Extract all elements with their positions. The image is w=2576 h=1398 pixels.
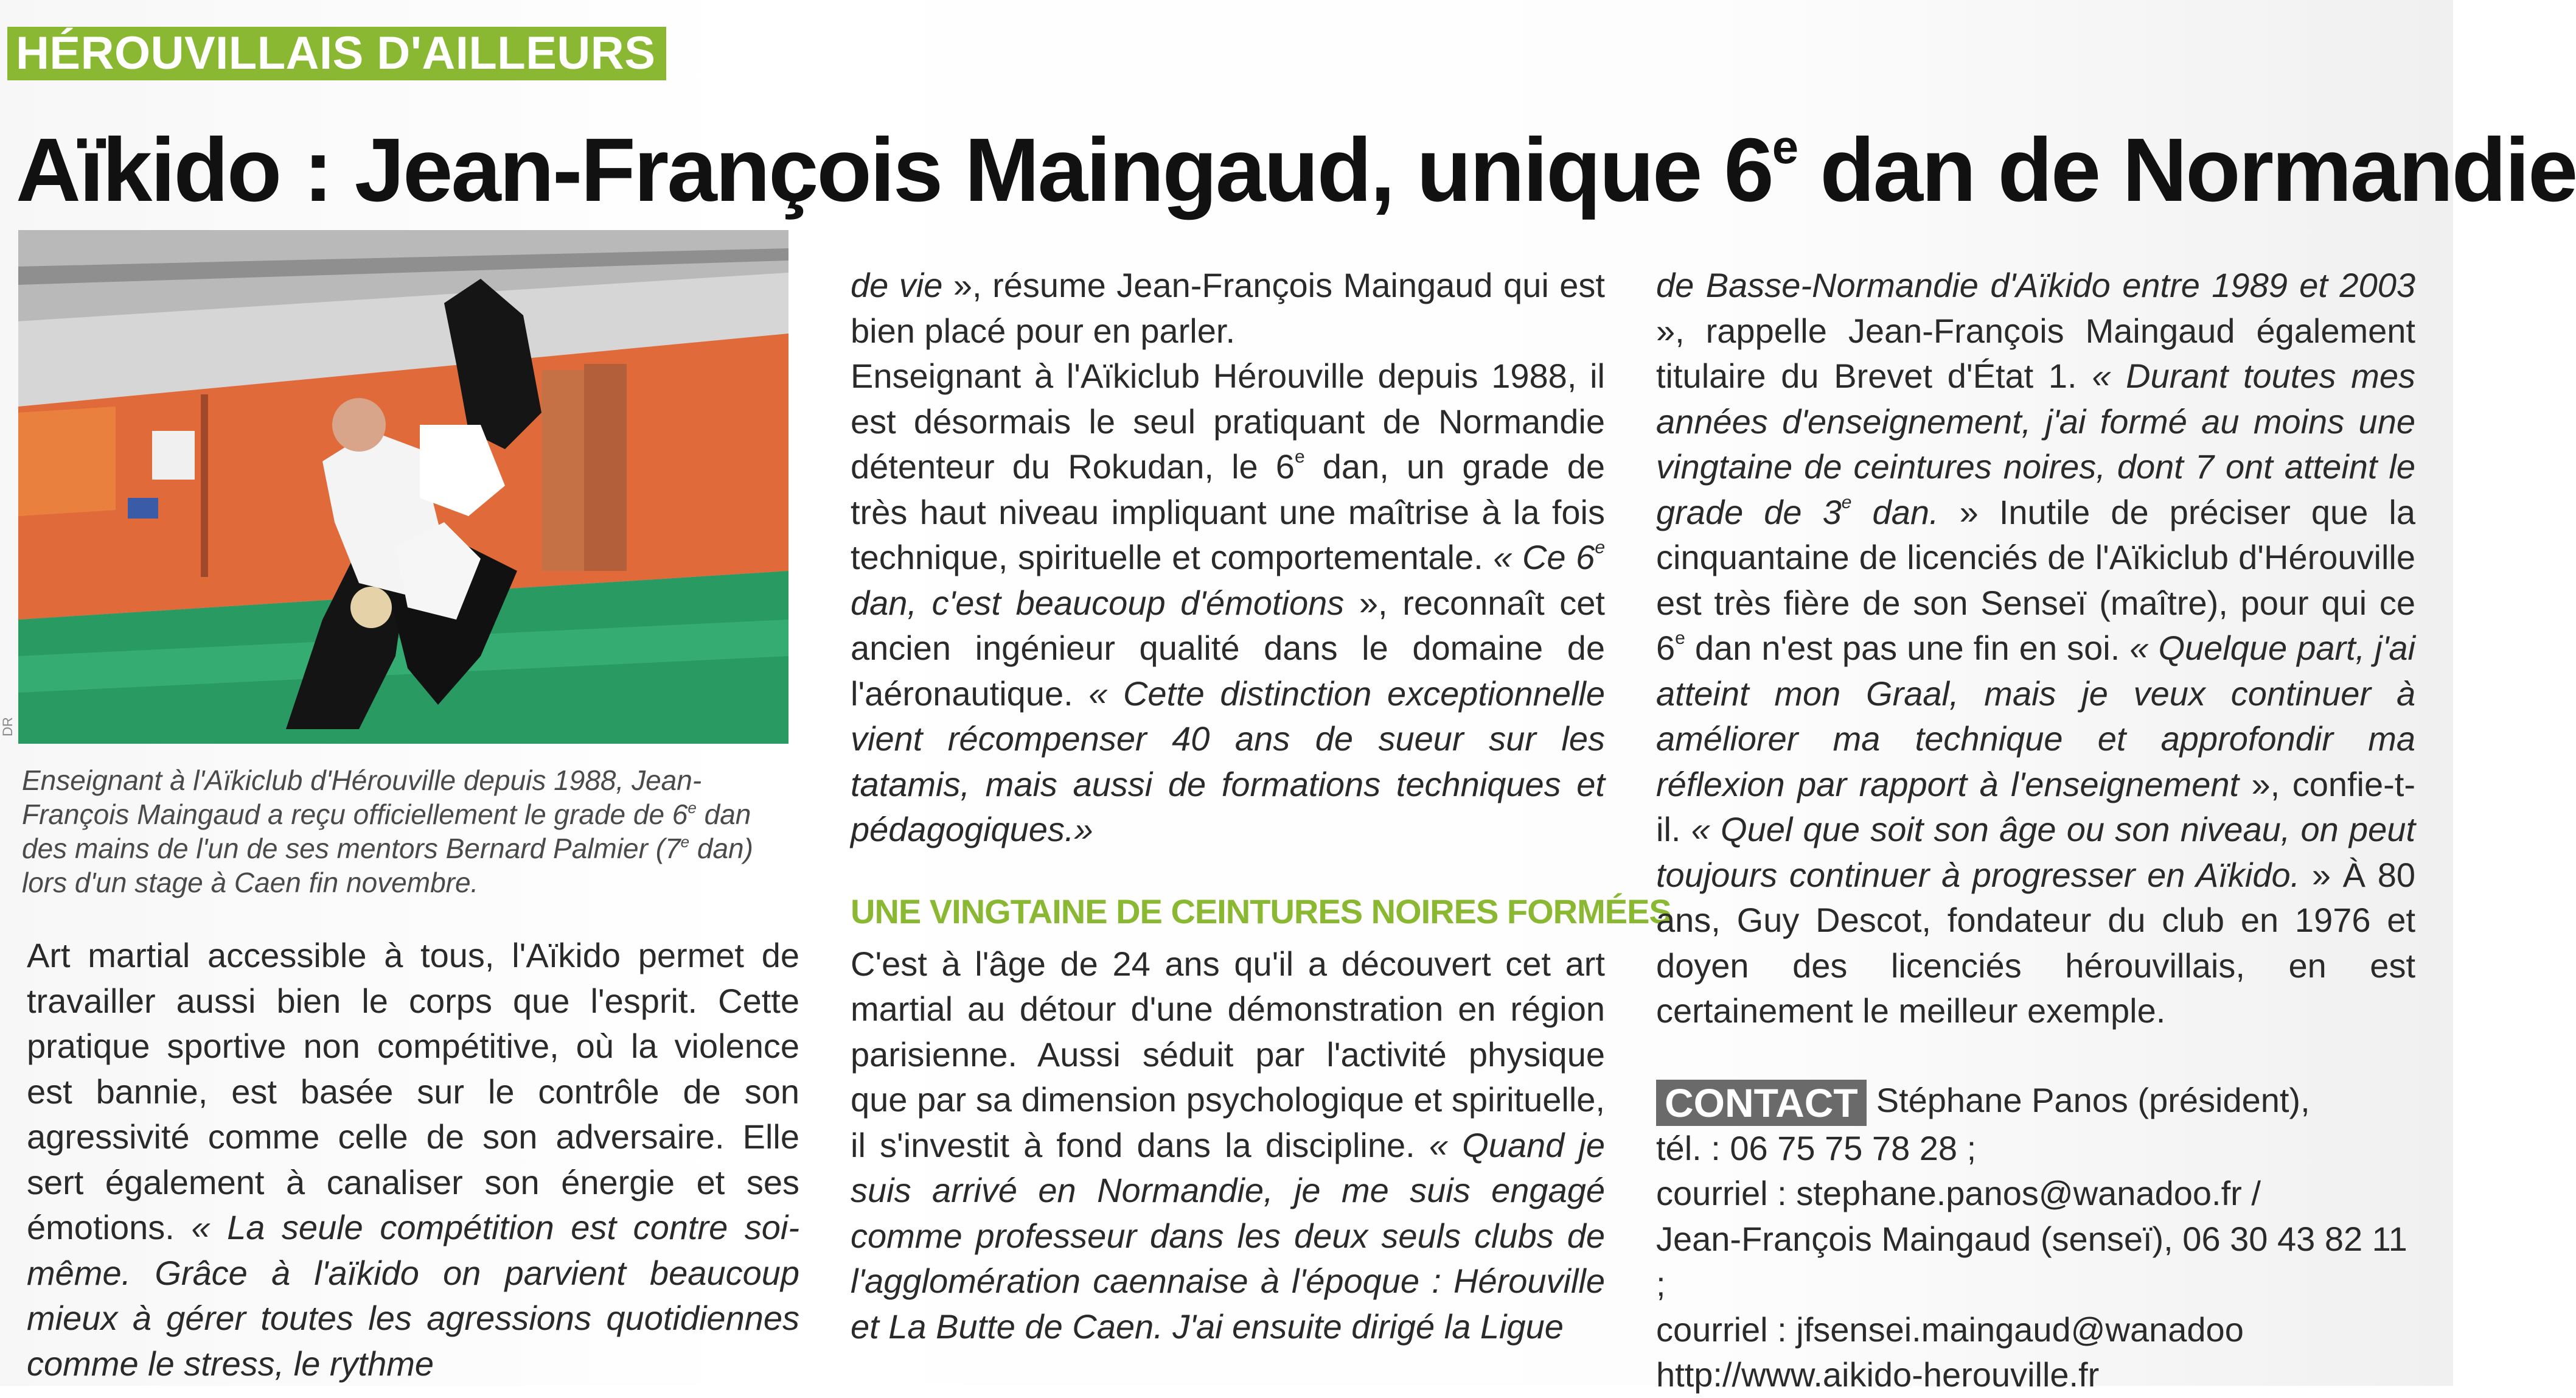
graal-quote: « Quelque part, j'ai atteint mon Graal, mais je veux continuer à améliorer ma technique et approfondir ma réflexion par rapport à l'enseignement — [1656, 629, 2415, 803]
ligue-text: », rappelle Jean-François Maingaud également titulaire du Brevet d'État 1. — [1656, 311, 2415, 395]
students-quote-b: dan. — [1851, 492, 1939, 531]
aikido-photo — [18, 230, 788, 744]
contact-president: Stéphane Panos (président), — [1876, 1080, 2310, 1119]
rokudan-text-1: Enseignant à l'Aïkiclub Hérouville depuis 1988, il est désormais le seul pratiquant de Normandie détenteur du Rokudan, le 6 — [851, 357, 1605, 486]
caption-superscript-1: e — [688, 799, 697, 817]
paragraph-intro — [27, 933, 799, 1386]
headline — [16, 116, 2576, 225]
contact-phone: tél. : 06 75 75 78 28 ; — [1656, 1128, 1977, 1167]
club-text-end: dan n'est pas une fin en soi. — [1685, 629, 2130, 667]
contact-website: http://www.aikido-herouville.fr — [1656, 1355, 2100, 1394]
rokudan-text-2: dan, un grade de très haut niveau impliquant une maîtrise à la fois technique, spirituelle et comportementale. — [851, 447, 1606, 576]
club-text: » Inutile de préciser que la cinquantaine de licenciés de l'Aïkiclub d'Hérouville est très fière de son Senseï (maître), pour qui ce 6 — [1656, 492, 2415, 667]
headline-main: Aïkido : Jean-François Maingaud, unique 6 — [16, 120, 1772, 220]
club-text-superscript: e — [1675, 628, 1685, 648]
students-quote-superscript: e — [1841, 492, 1852, 512]
descot-text: » À 80 ans, Guy Descot, fondateur du club en 1976 et doyen des licenciés hérouvillais, en est certainement le meilleur exemple. — [1656, 855, 2415, 1030]
section-subheading: UNE VINGTAINE DE CEINTURES NOIRES FORMÉES — [851, 892, 1671, 931]
article-column-1 — [27, 933, 799, 1386]
headline-end: dan de Normandie — [1797, 120, 2576, 220]
photo-credit: DR — [0, 717, 15, 736]
caption-superscript-2: e — [680, 833, 690, 851]
contact-line-1 — [1656, 1078, 2415, 1126]
caption-text-2: dan des mains de l'un de ses mentors Bernard Palmier (7 — [22, 799, 751, 864]
article-column-3 — [1656, 263, 2415, 1398]
rokudan-text-3: », reconnaît cet ancien ingénieur qualité dans le domaine de l'aéronautique. — [851, 583, 1605, 713]
intro-text: Art martial accessible à tous, l'Aïkido permet de travailler aussi bien le corps que l'esprit. Cette pratique sportive non compétitive, où la violence est bannie, est basée sur le contrôle de son agressivité comme celle de son adversaire. Elle sert également à canaliser son énergie et ses émotions. — [27, 936, 799, 1246]
discovery-quote: « Quand je suis arrivé en Normandie, je me suis engagé comme professeur dans les deux seuls clubs de l'agglomération caennaise à l'époque : Hérouville et La Butte de Caen. J'ai ensuite dirigé la Ligue — [851, 1125, 1605, 1346]
headline-superscript: e — [1772, 120, 1797, 173]
photo-caption — [22, 763, 782, 900]
paragraph-discovery — [851, 942, 1605, 1350]
section-tag: HÉROUVILLAIS D'AILLEURS — [7, 27, 666, 80]
contact-email-1: courriel : stephane.panos@wanadoo.fr / — [1656, 1174, 2261, 1213]
aikido-photo-illustration — [18, 230, 788, 744]
rokudan-quote-1a: « Ce 6 — [1493, 538, 1595, 576]
confie-text: », confie-t-il. — [1656, 764, 2415, 848]
intro-quote: « La seule compétition est contre soi-même. Grâce à l'aïkido on parvient beaucoup mieux à gérer toutes les agressions quotidiennes comme le stress, le rythme — [27, 1208, 800, 1383]
caption-text-3: dan) lors d'un stage à Caen fin novembre. — [22, 833, 753, 898]
continuation-quote: de vie — [851, 266, 943, 304]
article-column-2 — [851, 263, 1671, 1349]
progress-quote: « Quel que soit son âge ou son niveau, on peut toujours continuer à progresser en Aïkido. — [1656, 810, 2416, 894]
paragraph-rokudan — [851, 354, 1605, 853]
paragraph-ligue — [1656, 263, 2415, 1034]
contact-label: CONTACT — [1656, 1080, 1867, 1126]
students-quote-a: « Durant toutes mes années d'enseignement, j'ai formé au moins une vingtaine de ceintures noires, dont 7 ont atteint le grade de 3 — [1656, 357, 2416, 531]
rokudan-superscript: e — [1294, 447, 1305, 467]
ligue-quote: de Basse-Normandie d'Aïkido entre 1989 et 2003 — [1656, 266, 2415, 304]
contact-block — [1656, 1078, 2415, 1398]
rokudan-quote-2: « Cette distinction exceptionnelle vient récompenser 40 ans de sueur sur les tatamis, mais aussi de formations techniques et pédagogiques.» — [851, 674, 1605, 848]
contact-email-2: courriel : jfsensei.maingaud@wanadoo — [1656, 1310, 2244, 1349]
paragraph-continuation — [851, 263, 1605, 354]
contact-sensei: Jean-François Maingaud (senseï), 06 30 43 82 11 ; — [1656, 1219, 2407, 1304]
caption-text-1: Enseignant à l'Aïkiclub d'Hérouville depuis 1988, Jean-François Maingaud a reçu officiellement le grade de 6 — [22, 764, 702, 830]
rokudan-quote-1b: dan, c'est beaucoup d'émotions — [851, 583, 1345, 622]
rokudan-quote-superscript: e — [1595, 537, 1605, 557]
discovery-text: C'est à l'âge de 24 ans qu'il a découvert cet art martial au détour d'une démonstration en région parisienne. Aussi séduit par l'activité physique que par sa dimension psychologique et spirituelle, il s'investit à fond dans la discipline. — [851, 944, 1605, 1164]
continuation-text: », résume Jean-François Maingaud qui est bien placé pour en parler. — [851, 266, 1605, 350]
